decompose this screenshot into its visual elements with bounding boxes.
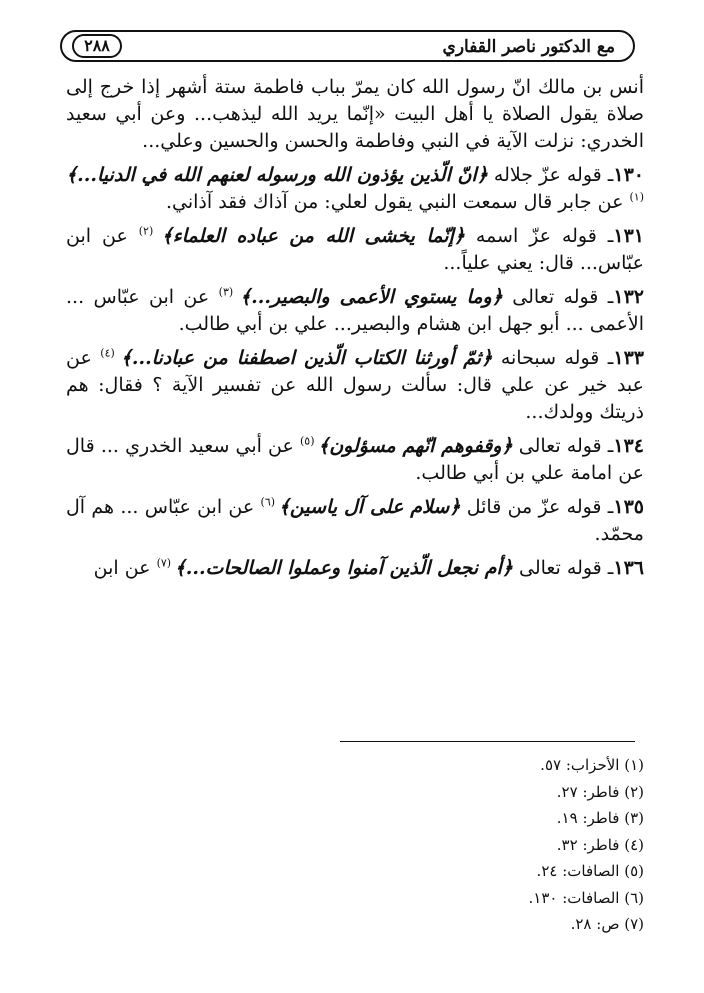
footnote-ref: (٣) xyxy=(218,285,241,299)
footnote-ref: (٧) xyxy=(156,556,175,570)
paragraph-intro xyxy=(66,74,644,155)
item-number: ١٣١ xyxy=(613,225,644,247)
paragraph-133 xyxy=(66,345,644,426)
footnote-2: (٢) فاطر: ٢٧. xyxy=(556,782,644,801)
item-text: عن ابن عبّاس... قال: يعني علياً... xyxy=(66,225,644,274)
item-number: ١٣٦ xyxy=(613,557,644,579)
item-lead: ـ قوله سبحانه xyxy=(492,347,614,369)
footnotes xyxy=(344,752,644,938)
quran-quote: ﴿سلام على آل ياسين﴾ xyxy=(278,496,461,518)
item-lead: ـ قوله عزّ من قائل xyxy=(460,496,614,518)
quran-quote: ﴿وقفوهم انّهم مسؤلون﴾ xyxy=(318,435,513,457)
footnote-ref: (٥) xyxy=(299,434,319,448)
item-text: عن أبي سعيد الخدري ... قال عن امامة علي بن أبي طالب. xyxy=(66,435,644,484)
quran-quote: ﴿إنّما يخشى الله من عباده العلماء﴾ xyxy=(161,225,465,247)
item-lead: ـ قوله تعالى xyxy=(512,557,614,579)
quran-quote: ﴿انّ الّذين يؤذون الله ورسوله لعنهم الله في الدنيا...﴾ xyxy=(66,164,488,186)
footnote-7: (٧) ص: ٢٨. xyxy=(570,915,644,933)
item-text: عن ابن عبّاس ... الأعمى ... أبو جهل ابن هشام والبصير... علي بن أبي طالب. xyxy=(66,286,644,335)
header-title: مع الدكتور ناصر القفاري xyxy=(442,37,615,57)
item-text: عن عبد خير عن علي قال: سألت رسول الله عن تفسير الآية ؟ فقال: هم ذريتك وولدك... xyxy=(66,347,644,423)
footnote-ref: (٤) xyxy=(100,346,121,360)
paragraph-132 xyxy=(66,284,644,338)
quran-quote: ﴿أم نجعل الّذين آمنوا وعملوا الصالحات...﴾ xyxy=(174,557,513,579)
item-number: ١٣٥ xyxy=(613,496,644,518)
footnote-ref: (٦) xyxy=(260,495,279,509)
item-lead: ـ قوله تعالى xyxy=(512,435,614,457)
paragraph-131 xyxy=(66,223,644,277)
item-number: ١٣٢ xyxy=(613,286,644,308)
footnote-1: (١) الأحزاب: ٥٧. xyxy=(540,756,644,774)
item-number: ١٣٣ xyxy=(613,347,644,369)
footnote-ref: (١) xyxy=(629,190,644,204)
item-lead: ـ قوله عزّ جلاله xyxy=(487,164,614,186)
item-number: ١٣٠ xyxy=(613,164,644,186)
item-lead: ـ قوله عزّ اسمه xyxy=(464,225,614,247)
item-lead: ـ قوله تعالى xyxy=(502,286,614,308)
running-header xyxy=(60,30,635,62)
item-text: عن ابن عبّاس ... هم آل محمّد. xyxy=(66,496,644,545)
paragraph-135 xyxy=(66,494,644,548)
page-number: ٢٨٨ xyxy=(72,34,122,58)
item-text: عن ابن xyxy=(93,557,157,579)
footnote-5: (٥) الصافات: ٢٤. xyxy=(536,862,644,880)
quran-quote: ﴿ثمّ أورثنا الكتاب الّذين اصطفنا من عبادنا...﴾ xyxy=(120,347,493,369)
footnote-divider xyxy=(340,741,635,742)
item-text: عن جابر قال سمعت النبي يقول لعلي: من آذاك فقد آذاني. xyxy=(165,191,630,213)
item-number: ١٣٤ xyxy=(613,435,644,457)
footnote-ref: (٢) xyxy=(138,224,162,238)
paragraph-134 xyxy=(66,433,644,487)
footnote-3: (٣) فاطر: ١٩. xyxy=(556,809,644,827)
main-text xyxy=(66,74,644,589)
footnote-6: (٦) الصافات: ١٣٠. xyxy=(528,888,644,907)
footnote-4: (٤) فاطر: ٣٢. xyxy=(556,835,644,854)
quran-quote: ﴿وما يستوي الأعمى والبصير...﴾ xyxy=(240,286,503,308)
paragraph-130 xyxy=(66,162,644,216)
paragraph-text: أنس بن مالك انّ رسول الله كان يمرّ بباب فاطمة ستة أشهر إذا خرج إلى صلاة يقول الصلاة يا أهل البيت «إنّما يريد الله ليذهب... وعن أبي سعيد الخدري: نزلت الآية في النبي وفاطمة والحسن والحسين وعلي... xyxy=(66,76,644,152)
paragraph-136 xyxy=(66,555,644,582)
